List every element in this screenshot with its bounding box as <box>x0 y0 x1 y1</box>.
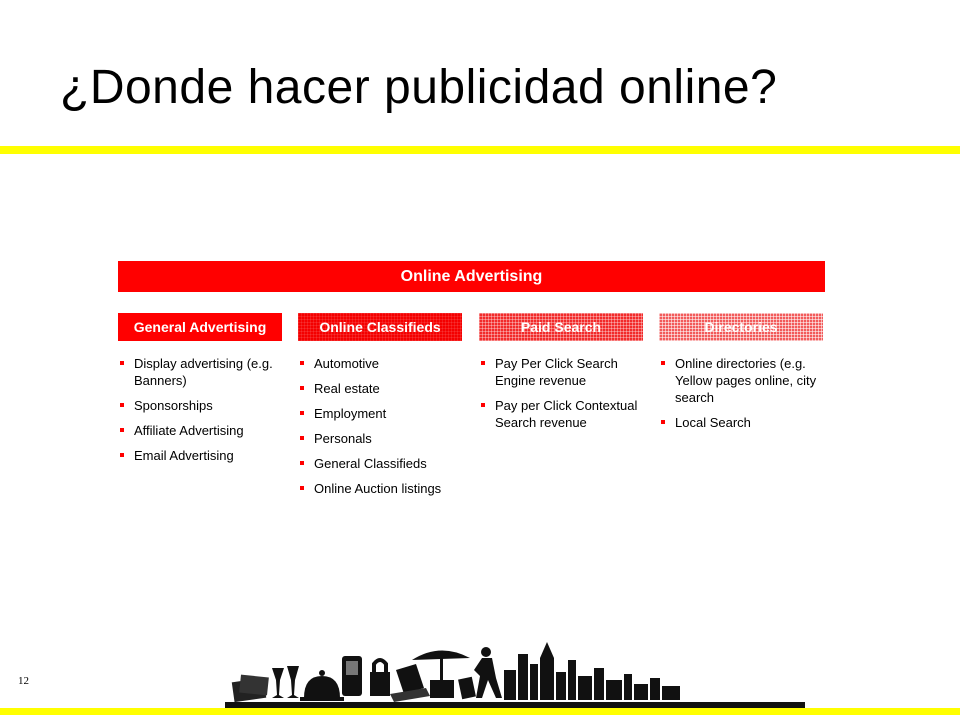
list-item <box>118 355 282 389</box>
list-item-text: Email Advertising <box>134 448 234 463</box>
padlock-icon <box>370 660 390 696</box>
list-item <box>298 480 462 497</box>
list-item <box>118 447 282 464</box>
bullet-icon <box>300 461 304 465</box>
category-header: Online Classifieds <box>298 313 462 341</box>
category-header: Directories <box>659 313 823 341</box>
list-item-text: Online Auction listings <box>314 481 442 496</box>
bullet-icon <box>300 411 304 415</box>
category-directories <box>659 313 823 439</box>
category-header: Paid Search <box>479 313 643 341</box>
footer-rule <box>0 708 960 715</box>
bullet-icon <box>120 403 124 407</box>
slide-title: ¿Donde hacer publicidad online? <box>60 61 778 114</box>
category-list <box>298 355 462 497</box>
bullet-icon <box>661 361 665 365</box>
bullet-icon <box>120 428 124 432</box>
list-item-text: Pay Per Click Search Engine revenue <box>495 356 618 388</box>
money-icon <box>232 675 269 703</box>
list-item-text: Employment <box>314 406 387 421</box>
list-item-text: General Classifieds <box>314 456 427 471</box>
list-item <box>118 422 282 439</box>
list-item <box>479 355 643 389</box>
list-item-text: Local Search <box>675 415 751 430</box>
list-item-text: Pay per Click Contextual Search revenue <box>495 398 638 430</box>
list-item <box>479 397 643 431</box>
bullet-icon <box>120 453 124 457</box>
list-item <box>298 355 462 372</box>
phone-icon <box>342 656 362 696</box>
category-general-advertising <box>118 313 282 472</box>
bullet-icon <box>300 486 304 490</box>
bullet-icon <box>300 436 304 440</box>
list-item-text: Display advertising (e.g. Banners) <box>134 356 273 388</box>
bullet-icon <box>300 386 304 390</box>
list-item-text: Real estate <box>314 381 380 396</box>
page-number: 12 <box>18 675 29 687</box>
list-item-text: Personals <box>314 431 372 446</box>
category-paid-search <box>479 313 643 439</box>
list-item <box>298 405 462 422</box>
title-underline <box>0 146 960 154</box>
bullet-icon <box>661 420 665 424</box>
city-skyline <box>504 642 680 700</box>
category-online-classifieds <box>298 313 462 505</box>
list-item-text: Online directories (e.g. Yellow pages online, city search <box>675 356 817 405</box>
list-item <box>118 397 282 414</box>
bullet-icon <box>481 403 485 407</box>
traveler-icon <box>458 647 502 699</box>
category-list <box>479 355 643 431</box>
bullet-icon <box>300 361 304 365</box>
list-item <box>659 355 823 406</box>
list-item <box>298 455 462 472</box>
category-list <box>659 355 823 431</box>
list-item-text: Sponsorships <box>134 398 213 413</box>
laptop-icon <box>390 664 430 702</box>
list-item-text: Automotive <box>314 356 380 371</box>
bullet-icon <box>120 361 124 365</box>
wine-glass-icon <box>272 666 299 698</box>
list-item <box>659 414 823 431</box>
bullet-icon <box>481 361 485 365</box>
category-header: General Advertising <box>118 313 282 341</box>
food-dome-icon <box>300 670 344 701</box>
online-advertising-banner: Online Advertising <box>118 261 825 292</box>
list-item <box>298 430 462 447</box>
category-list <box>118 355 282 464</box>
list-item-text: Affiliate Advertising <box>134 423 244 438</box>
list-item <box>298 380 462 397</box>
